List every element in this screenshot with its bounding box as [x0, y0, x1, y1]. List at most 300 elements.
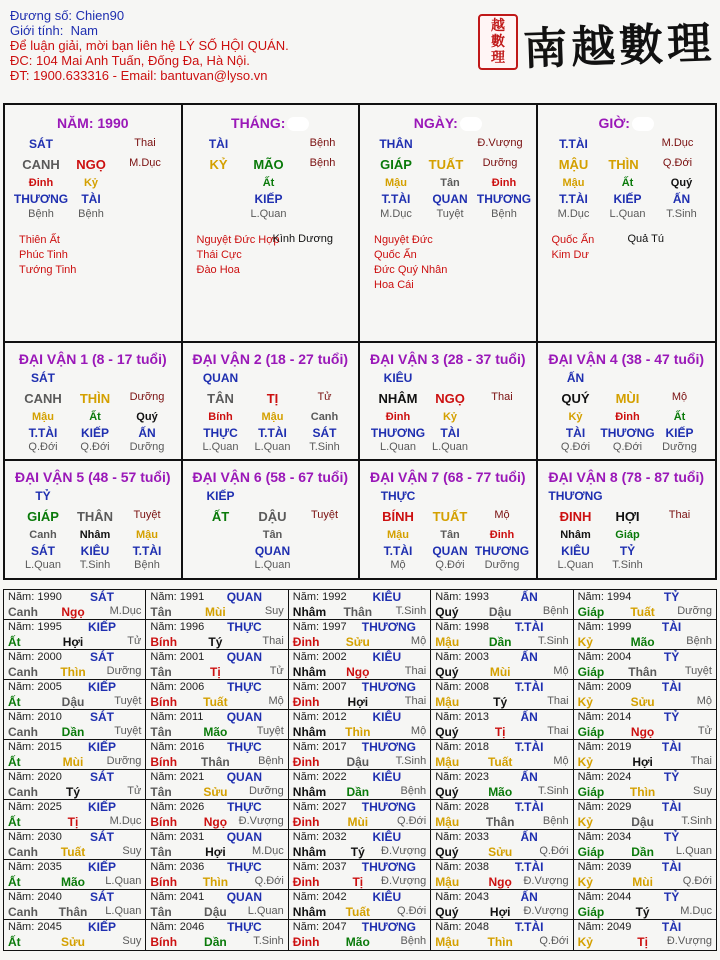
dai-van-state: Thai	[491, 391, 513, 403]
year-label: Năm: 2048	[435, 921, 489, 933]
year-state: Đ.Vượng	[381, 845, 427, 857]
year-label: Năm: 1991	[150, 591, 205, 603]
year-can: Ất	[8, 635, 21, 649]
year-chi: Tị	[352, 875, 364, 889]
year-can: Ất	[8, 935, 21, 949]
year-chi: Thìn	[629, 785, 656, 799]
hidden-value-blank	[632, 117, 654, 131]
chi: TUẤT	[428, 157, 464, 172]
can-chi-row	[183, 157, 359, 173]
hidden-state: Bệnh	[28, 208, 54, 220]
year-chi: Mão	[345, 935, 370, 949]
year-cell	[4, 620, 146, 650]
year-cell	[431, 590, 573, 620]
year-chi: Mùi	[62, 755, 84, 769]
year-chi: Mão	[203, 725, 228, 739]
year-chi: Mùi	[205, 605, 226, 619]
year-state: Đ.Vượng	[523, 905, 569, 917]
main-state: Đ.Vượng	[477, 137, 523, 149]
hidden-star: T.TÀI	[559, 192, 588, 206]
year-star: QUAN	[226, 650, 263, 664]
dai-van-star: QUAN	[202, 371, 239, 385]
year-label: Năm: 2000	[8, 651, 62, 663]
year-chi: Tuất	[487, 755, 513, 769]
hidden-star: TÀI	[565, 426, 586, 440]
dai-van-cell	[183, 461, 361, 580]
year-star: T.TÀI	[514, 680, 544, 694]
year-label: Năm: 2022	[292, 771, 347, 783]
year-can: Quý	[435, 605, 459, 619]
year-cell	[431, 770, 573, 800]
dai-van-chi: TUẤT	[432, 509, 468, 524]
dai-van-state: Mộ	[671, 391, 688, 403]
state: Q.Đới	[662, 157, 693, 169]
year-state: Q.Đới	[539, 935, 569, 947]
hidden-state: T.Sinh	[309, 441, 340, 453]
year-star: KIÊU	[372, 710, 402, 724]
year-chi: Tuất	[630, 605, 655, 619]
year-state: T.Sinh	[253, 935, 284, 947]
year-star: ẤN	[520, 650, 538, 664]
dai-van-state: Tử	[317, 391, 332, 403]
year-chi: Dậu	[204, 905, 227, 919]
dai-van-star: TỶ	[35, 489, 51, 503]
year-can: Canh	[8, 905, 38, 919]
year-can: Nhâm	[292, 845, 327, 859]
hidden-stem: Kỷ	[83, 177, 99, 189]
hidden-star: SÁT	[312, 426, 337, 440]
main-star: SÁT	[29, 137, 53, 151]
year-can: Mậu	[435, 815, 460, 829]
year-cell	[431, 830, 573, 860]
sao-right: Quả Tú	[627, 233, 664, 245]
year-star: THƯƠNG	[361, 680, 416, 694]
year-cell	[289, 920, 431, 950]
year-chi: Dần	[61, 725, 85, 739]
hidden-star: TÀI	[81, 192, 101, 206]
year-chi: Thân	[485, 815, 515, 829]
year-can: Mậu	[435, 935, 460, 949]
hidden-value-blank	[287, 117, 309, 131]
sao-item: Nguyệt Đức Hợp	[196, 234, 280, 246]
year-label: Năm: 2026	[150, 801, 205, 813]
year-chi: Mùi	[347, 815, 369, 829]
year-star: THỰC	[227, 800, 262, 814]
year-star: KIẾP	[87, 740, 116, 754]
dai-van-star: THỰC	[380, 489, 416, 503]
hidden-stem: Mậu	[562, 177, 585, 189]
year-state: Suy	[122, 935, 142, 947]
year-label: Năm: 1997	[292, 621, 347, 633]
year-can: Giáp	[577, 905, 605, 919]
year-cell	[146, 740, 288, 770]
year-cell	[146, 680, 288, 710]
hidden-state: M.Dục	[557, 208, 590, 220]
year-can: Canh	[8, 665, 38, 679]
year-state: Tử	[269, 665, 284, 677]
year-can: Đinh	[292, 635, 320, 649]
main-star: T.TÀI	[559, 137, 588, 151]
year-star: THỰC	[227, 740, 262, 754]
year-state: Q.Đới	[396, 905, 427, 917]
hidden-star: KIÊU	[80, 544, 110, 558]
year-label: Năm: 2001	[150, 651, 205, 663]
year-label: Năm: 2027	[292, 801, 347, 813]
dai-van-state: Thai	[668, 509, 691, 521]
year-star: THỰC	[227, 680, 262, 694]
year-cell	[146, 710, 288, 740]
hidden-star: KIÊU	[561, 544, 590, 558]
dai-van-star: SÁT	[31, 371, 55, 385]
year-cell	[289, 590, 431, 620]
sao-item: Hoa Cái	[374, 279, 414, 291]
year-label: Năm: 2019	[577, 741, 632, 753]
hidden-state: T.Sinh	[79, 559, 111, 571]
year-star: KIẾP	[87, 920, 116, 934]
year-can: Ất	[8, 815, 21, 829]
pillar-cell	[538, 105, 716, 343]
year-state: Dưỡng	[677, 605, 712, 617]
year-can: Mậu	[435, 695, 460, 709]
year-star: SÁT	[90, 770, 114, 784]
year-state: Mộ	[410, 635, 427, 647]
year-chi: Dần	[488, 635, 512, 649]
year-label: Năm: 2011	[150, 711, 204, 723]
year-cell	[574, 650, 716, 680]
year-cell	[289, 680, 431, 710]
header-info	[10, 8, 289, 83]
year-label: Năm: 2023	[435, 771, 489, 783]
dai-van-star: KIẾP	[206, 489, 235, 503]
sao-list	[374, 233, 447, 293]
year-can: Ất	[8, 755, 21, 769]
dai-van-cell	[360, 343, 538, 461]
year-label: Năm: 2012	[292, 711, 347, 723]
year-chi: Tị	[67, 815, 79, 829]
hidden-stem: Mậu	[261, 411, 284, 423]
year-cell	[146, 770, 288, 800]
year-state: Đ.Vượng	[381, 875, 427, 887]
year-chi: Thân	[58, 905, 88, 919]
dai-van-title: ĐẠI VẬN 8 (78 - 87 tuổi)	[548, 469, 705, 485]
year-star: T.TÀI	[514, 920, 544, 934]
year-cell	[289, 860, 431, 890]
year-star: QUAN	[226, 590, 263, 604]
hidden-star: THƯƠNG	[370, 426, 426, 440]
year-label: Năm: 1996	[150, 621, 205, 633]
year-state: Thai	[547, 695, 569, 707]
year-cell	[4, 830, 146, 860]
year-star: THƯƠNG	[361, 920, 416, 934]
year-can: Giáp	[577, 665, 605, 679]
year-can: Đinh	[292, 935, 320, 949]
year-cell	[431, 680, 573, 710]
year-can: Giáp	[577, 845, 605, 859]
dai-van-title: ĐẠI VẬN 6 (58 - 67 tuổi)	[192, 469, 349, 485]
year-label: Năm: 2013	[435, 711, 489, 723]
year-label: Năm: 2049	[577, 921, 632, 933]
year-state: Tuyệt	[114, 725, 142, 737]
year-cell	[146, 620, 288, 650]
year-state: Thai	[262, 635, 284, 647]
year-chi: Tuất	[345, 905, 371, 919]
hidden-stem: Mậu	[32, 411, 54, 423]
year-cell	[574, 740, 716, 770]
main-star-row	[360, 137, 536, 153]
year-star: ẤN	[520, 830, 538, 844]
year-state: Bệnh	[258, 755, 284, 767]
sao-list	[19, 233, 76, 278]
year-star: TỶ	[663, 890, 680, 904]
year-chi: Ngọ	[61, 605, 85, 619]
year-star: KIẾP	[87, 620, 116, 634]
year-state: M.Dục	[109, 815, 142, 827]
dai-van-star: THƯƠNG	[548, 489, 603, 503]
year-star: TÀI	[661, 920, 682, 934]
state: Bệnh	[309, 157, 336, 169]
hidden-state: Bệnh	[134, 559, 160, 571]
year-chi: Mùi	[489, 665, 511, 679]
main-state: Thai	[134, 137, 156, 149]
hidden-stem: Tân	[440, 177, 460, 189]
year-chi: Dậu	[631, 815, 654, 829]
year-cell	[289, 770, 431, 800]
year-can: Tân	[150, 785, 172, 799]
hidden-star: T.TÀI	[383, 544, 413, 558]
dai-van-cell	[538, 461, 716, 580]
year-label: Năm: 2044	[577, 891, 632, 903]
year-state: Tuyệt	[684, 665, 712, 677]
main-state: M.Dục	[661, 137, 694, 149]
hidden-state: L.Quan	[431, 441, 469, 453]
year-cell	[574, 860, 716, 890]
dai-van-chi: DẬU	[258, 509, 287, 524]
dai-van-state: Dưỡng	[129, 391, 165, 403]
pillar-cell	[183, 105, 361, 343]
hidden-stem: Đinh	[28, 177, 54, 189]
hidden-stem: Canh	[310, 411, 339, 423]
dai-van-cell	[538, 343, 716, 461]
year-cell	[4, 920, 146, 950]
year-state: L.Quan	[675, 845, 712, 857]
year-cell	[146, 860, 288, 890]
year-can: Quý	[435, 905, 459, 919]
year-cell	[4, 740, 146, 770]
year-chi: Sửu	[630, 695, 655, 709]
year-cell	[146, 590, 288, 620]
year-can: Tân	[150, 665, 172, 679]
dai-van-can: QUÝ	[561, 391, 590, 406]
brand-logo: 南越數理	[522, 17, 716, 76]
year-state: Q.Đới	[396, 815, 427, 827]
year-state: T.Sinh	[681, 815, 712, 827]
hidden-star: ẤN	[138, 426, 156, 440]
hidden-stem: Đinh	[491, 177, 517, 189]
year-star: ẤN	[520, 590, 538, 604]
gender-value: Nam	[70, 23, 99, 38]
year-star: KIÊU	[372, 590, 402, 604]
year-state: Bệnh	[686, 635, 712, 647]
owner-name: Chien90	[75, 8, 125, 23]
pillar-title-text: GIỜ:	[598, 115, 630, 131]
year-label: Năm: 2028	[435, 801, 489, 813]
year-star: KIÊU	[372, 890, 402, 904]
hidden-star: KIẾP	[665, 426, 694, 440]
year-label: Năm: 2046	[150, 921, 205, 933]
year-state: T.Sinh	[538, 785, 569, 797]
year-chi: Tý	[65, 785, 80, 799]
year-can: Ất	[8, 695, 21, 709]
year-cell	[289, 890, 431, 920]
year-label: Năm: 2045	[8, 921, 62, 933]
year-can: Nhâm	[292, 725, 327, 739]
hidden-state: L.Quan	[557, 559, 594, 571]
year-can: Canh	[8, 785, 38, 799]
year-chi: Tý	[208, 635, 223, 649]
hidden-state: Tuyệt	[436, 208, 464, 220]
year-cell	[574, 680, 716, 710]
year-label: Năm: 2038	[435, 861, 489, 873]
hidden-stem: Nhâm	[560, 529, 591, 541]
year-star: KIÊU	[372, 650, 402, 664]
sao-item: Nguyệt Đức	[374, 234, 433, 246]
year-star: ẤN	[520, 890, 538, 904]
year-star: TÀI	[661, 620, 682, 634]
year-star: SÁT	[90, 890, 114, 904]
year-state: Đ.Vượng	[238, 815, 284, 827]
yearly-table	[3, 589, 717, 951]
year-star: KIẾP	[87, 800, 116, 814]
hidden-star: THƯƠNG	[13, 192, 69, 206]
year-chi: Mão	[630, 635, 655, 649]
year-label: Năm: 1994	[577, 591, 632, 603]
year-label: Năm: 1992	[292, 591, 347, 603]
year-cell	[431, 620, 573, 650]
year-star: ẤN	[520, 770, 538, 784]
seal-char: 理	[491, 50, 505, 66]
year-star: THƯƠNG	[361, 740, 416, 754]
year-chi: Thân	[201, 755, 230, 769]
owner-label: Đương số:	[10, 8, 73, 23]
year-can: Canh	[8, 605, 38, 619]
hidden-stem: Quý	[136, 411, 158, 423]
hidden-stem: Mậu	[387, 529, 409, 541]
year-chi: Tuất	[60, 845, 86, 859]
year-can: Kỷ	[577, 875, 593, 889]
chi: NGỌ	[76, 157, 106, 172]
can: CANH	[22, 157, 60, 172]
year-cell	[574, 590, 716, 620]
year-chi: Dần	[204, 935, 227, 949]
year-star: TÀI	[661, 740, 682, 754]
year-cell	[431, 710, 573, 740]
year-star: ẤN	[520, 710, 538, 724]
year-state: Dưỡng	[249, 785, 284, 797]
dai-van-chi: THÂN	[76, 509, 114, 524]
year-state: M.Dục	[680, 905, 712, 917]
chi: MÃO	[253, 157, 284, 172]
hidden-state: Bệnh	[491, 208, 517, 220]
year-star: TỶ	[663, 710, 680, 724]
year-state: Tử	[127, 635, 142, 647]
hidden-state: M.Dục	[380, 208, 412, 220]
year-cell	[431, 800, 573, 830]
hidden-star: ẤN	[672, 192, 691, 206]
year-star: THỰC	[227, 620, 262, 634]
hidden-state: Mộ	[390, 559, 406, 571]
year-star: THƯƠNG	[361, 620, 416, 634]
year-cell	[4, 890, 146, 920]
dai-van-state: Tuyệt	[310, 509, 339, 521]
sao-item: Kim Dư	[551, 249, 589, 261]
year-can: Kỷ	[577, 755, 593, 769]
year-state: Tử	[697, 725, 712, 737]
year-star: THỰC	[227, 920, 262, 934]
year-state: Mộ	[410, 725, 427, 737]
sao-item: Quốc Ấn	[374, 249, 417, 261]
year-can: Tân	[150, 845, 172, 859]
pillar-title-text: THÁNG:	[231, 115, 286, 131]
year-can: Nhâm	[292, 605, 327, 619]
main-state: Bệnh	[309, 137, 336, 149]
year-cell	[146, 800, 288, 830]
year-can: Quý	[435, 725, 459, 739]
hidden-star: KIẾP	[613, 192, 642, 206]
year-state: Bệnh	[542, 815, 569, 827]
year-can: Đinh	[292, 695, 320, 709]
hidden-state: Dưỡng	[129, 441, 165, 453]
year-label: Năm: 2040	[8, 891, 62, 903]
year-cell	[289, 620, 431, 650]
year-star: T.TÀI	[514, 620, 544, 634]
hidden-star: T.TÀI	[381, 192, 411, 206]
year-can: Mậu	[435, 875, 460, 889]
year-star: QUAN	[226, 770, 263, 784]
year-state: Suy	[122, 845, 142, 857]
year-can: Bính	[150, 875, 178, 889]
year-cell	[289, 740, 431, 770]
state: Dưỡng	[482, 157, 518, 169]
year-chi: Dần	[346, 785, 370, 799]
year-label: Năm: 2008	[435, 681, 489, 693]
year-label: Năm: 2043	[435, 891, 489, 903]
main-star-row	[538, 137, 716, 153]
can: MẬU	[558, 157, 589, 172]
year-chi: Hợi	[489, 905, 511, 919]
year-state: Q.Đới	[539, 845, 569, 857]
hidden-star: T.TÀI	[258, 426, 287, 440]
contact-line: Để luận giải, mời bạn liên hệ LÝ SỐ HỘI QUÁN.	[10, 38, 289, 53]
hidden-star: KIẾP	[80, 426, 109, 440]
dai-van-cell	[360, 461, 538, 580]
year-label: Năm: 2034	[577, 831, 632, 843]
year-label: Năm: 1998	[435, 621, 489, 633]
hidden-state: Q.Đới	[435, 559, 465, 571]
hidden-state: Dưỡng	[484, 559, 520, 571]
year-chi: Ngọ	[203, 815, 228, 829]
hidden-stem: Nhâm	[79, 529, 111, 541]
can: GIÁP	[380, 157, 412, 172]
year-state: Mộ	[553, 755, 569, 767]
sao-right: Kình Dương	[272, 233, 333, 245]
chart-grid	[3, 103, 717, 580]
hidden-stem: Ất	[89, 411, 101, 423]
dai-van-state: Tuyệt	[133, 509, 161, 521]
year-chi: Dậu	[346, 755, 370, 769]
hidden-state: Dưỡng	[662, 441, 697, 453]
year-can: Đinh	[292, 875, 320, 889]
hidden-stem: Ất	[621, 177, 634, 189]
